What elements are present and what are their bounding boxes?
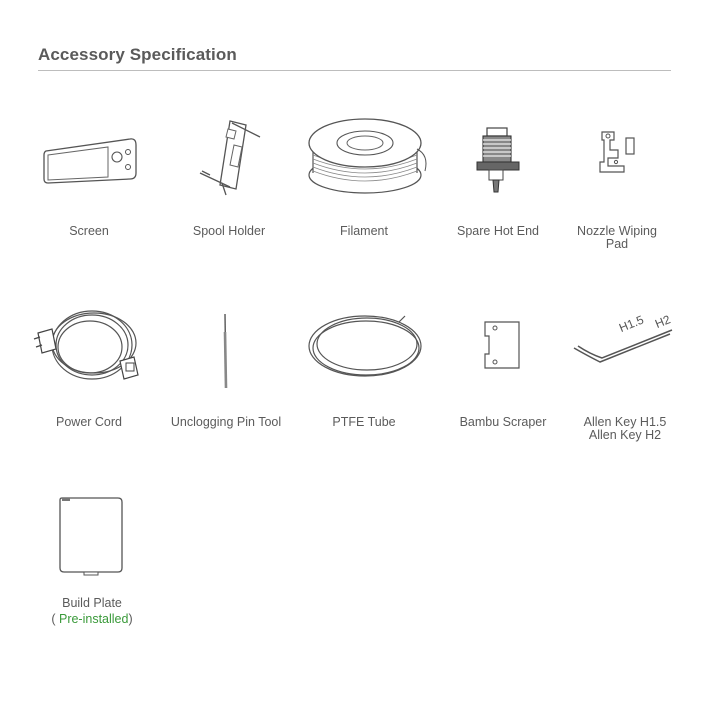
power-cord-icon [34,303,140,398]
filament-spool-icon [305,115,433,202]
item-label-nozzle-wiping-pad: Nozzle Wiping Pad [577,224,657,251]
item-label-power-cord: Power Cord [56,415,122,429]
nozzle-wiping-pad-icon [596,128,638,181]
title-divider [38,70,671,71]
item-label-bambu-scraper: Bambu Scraper [459,415,547,429]
allen-key-icon [572,310,676,377]
allen-key-mark-h15: H1.5 [617,312,646,335]
item-label-allen-key: Allen Key H1.5 Allen Key H2 [583,415,667,442]
item-label-unclogging-pin-tool: Unclogging Pin Tool [170,415,282,429]
allen-key-mark-h2: H2 [653,312,673,331]
unclogging-pin-icon [220,312,232,397]
item-label-filament: Filament [340,224,388,238]
build-plate-icon [58,494,126,583]
spool-holder-icon [196,115,266,202]
item-label-build-plate: Build Plate ( Pre-installed) [22,597,162,626]
item-label-spool-holder: Spool Holder [192,224,266,238]
item-label-ptfe-tube: PTFE Tube [332,415,396,429]
ptfe-tube-icon [305,308,429,385]
page-title: Accessory Specification [38,45,237,64]
hot-end-icon [475,126,521,201]
screen-icon [42,137,138,192]
item-label-spare-hot-end: Spare Hot End [457,224,539,238]
scraper-icon [481,320,521,375]
pre-installed-note: ( Pre-installed) [51,612,133,626]
item-label-screen: Screen [69,224,109,238]
